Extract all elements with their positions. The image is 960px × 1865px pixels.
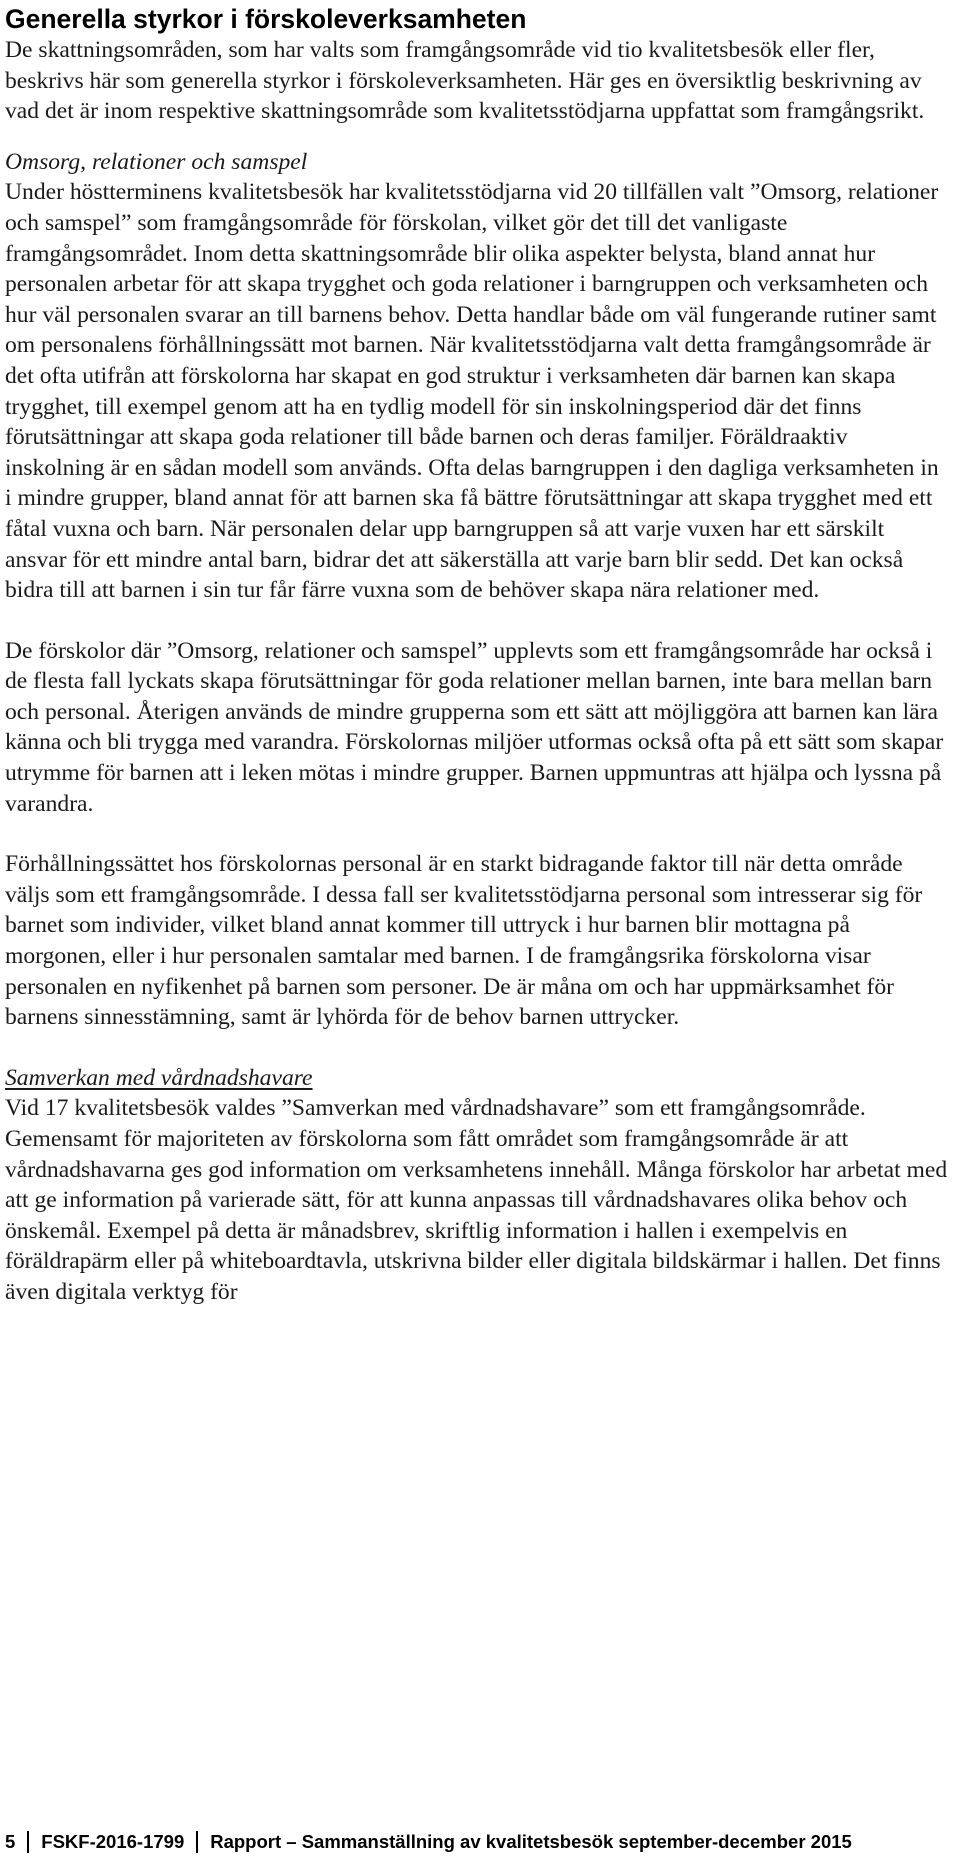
page-title: Generella styrkor i förskoleverksamheten <box>5 4 527 34</box>
page-content <box>5 0 950 1308</box>
section-heading-samverkan: Samverkan med vårdnadshavare <box>5 1064 313 1091</box>
spacer <box>5 127 950 147</box>
section-heading-omsorg: Omsorg, relationer och samspel <box>5 148 308 175</box>
intro-paragraph: De skattningsområden, som har valts som framgångsområde vid tio kvalitetsbesök eller fler, beskrivs här som generella styrkor i förskoleverksamheten. Här ges en översiktlig beskrivning av vad det är inom respektive skattningsområde som kvalitetsstödjarna uppfattat som framgångsrikt. <box>5 37 925 125</box>
section-samverkan-paragraph-1: Vid 17 kvalitetsbesök valdes ”Samverkan med vårdnadshavare” som ett framgångsområde. Gemensamt för majoriteten av förskolorna som fått området som framgångsområde är att vårdnadshavarna ges god information om verksamhetens innehåll. Många förskolor har arbetat med att ge information på varierade sätt, för att kunna anpassas till vårdnadshavares olika behov och önskemål. Exempel på detta är månadsbrev, skriftlig information i hallen i exempelvis en föräldrapärm eller på whiteboardtavla, utskrivna bilder eller digitala bildskärmar i hallen. Det finns även digitala verktyg för <box>5 1095 948 1305</box>
section-omsorg-paragraph-3: Förhållningssättet hos förskolornas personal är en starkt bidragande faktor till när detta område väljs som ett framgångsområde. I dessa fall ser kvalitetsstödjarna personal som intresserar sig för barnet som individer, vilket bland annat kommer till uttryck i hur barnen blir mottagna på morgonen, eller i hur personalen samtalar med barnen. I de framgångsrika förskolorna visar personalen en nyfikenhet på barnen som personer. De är måna om och har uppmärksamhet för barnens sinnesstämning, samt är lyhörda för de behov barnen uttrycker. <box>5 851 923 1031</box>
page-number: 5 <box>5 1831 16 1852</box>
page-footer <box>5 1831 950 1865</box>
report-title: Rapport – Sammanställning av kvalitetsbesök september-december 2015 <box>210 1831 852 1852</box>
document-id: FSKF-2016-1799 <box>41 1831 185 1852</box>
spacer <box>5 1033 950 1063</box>
footer-divider <box>27 1831 29 1853</box>
spacer <box>5 606 950 636</box>
spacer <box>5 819 950 849</box>
section-omsorg-paragraph-1: Under höstterminens kvalitetsbesök har kvalitetsstödjarna vid 20 tillfällen valt ”Omsorg, relationer och samspel” som framgångsområde för förskolan, vilket gör det till det vanligaste framgångsområdet. Inom detta skattningsområde blir olika aspekter belysta, bland annat hur personalen arbetar för att skapa trygghet och goda relationer i barngruppen och verksamheten och hur väl personalen svarar an till barnens behov. Detta handlar både om väl fungerande rutiner samt om personalens förhållningssätt mot barnen. När kvalitetsstödjarna valt detta framgångsområde är det ofta utifrån att förskolorna har skapat en god struktur i verksamheten där barnen kan skapa trygghet, till exempel genom att ha en tydlig modell för sin inskolningsperiod där det finns förutsättningar att skapa goda relationer till både barnen och deras familjer. Föräldraaktiv inskolning är en sådan modell som används. Ofta delas barngruppen i den dagliga verksamheten in i mindre grupper, bland annat för att barnen ska få bättre förutsättningar att skapa trygghet med ett fåtal vuxna och barn. När personalen delar upp barngruppen så att varje vuxen har ett särskilt ansvar för ett mindre antal barn, bidrar det att säkerställa att varje barn blir sedd. Det kan också bidra till att barnen i sin tur får färre vuxna som de behöver skapa nära relationer med. <box>5 179 939 604</box>
footer-divider <box>196 1831 198 1853</box>
section-omsorg-paragraph-2: De förskolor där ”Omsorg, relationer och samspel” upplevts som ett framgångsområde har också i de flesta fall lyckats skapa förutsättningar för goda relationer mellan barnen, inte bara mellan barn och personal. Återigen används de mindre grupperna som ett sätt att möjliggöra att barnen kan lära känna och bli trygga med varandra. Förskolornas miljöer utformas också ofta på ett sätt som skapar utrymme för barnen att i leken mötas i mindre grupper. Barnen uppmuntras att hjälpa och lyssna på varandra. <box>5 637 944 817</box>
